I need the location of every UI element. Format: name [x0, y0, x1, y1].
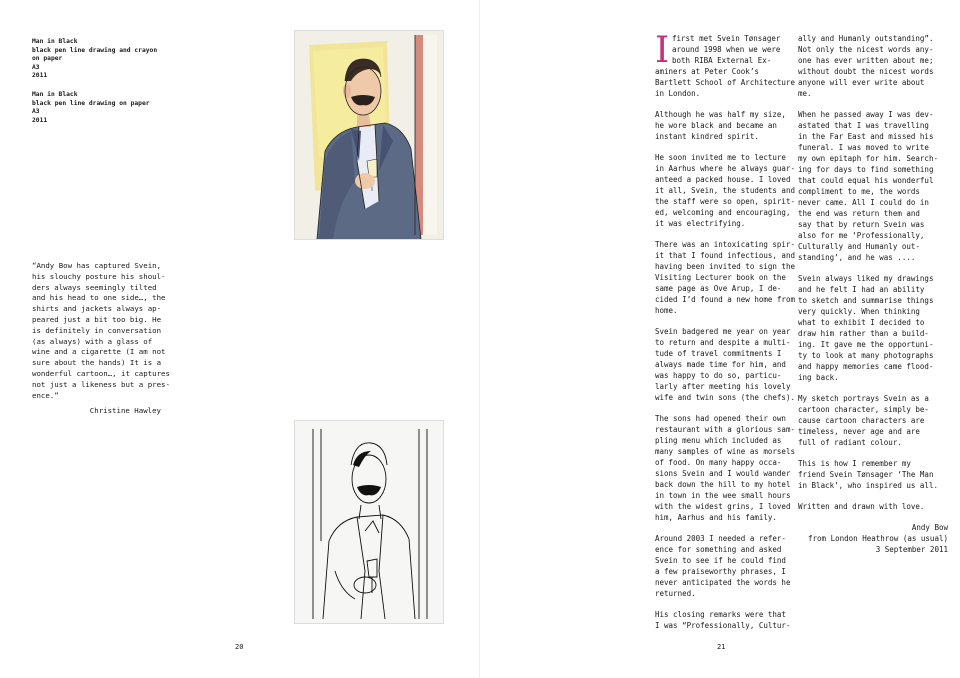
paragraph — [798, 393, 948, 448]
text-line: Written and drawn with love. — [798, 502, 925, 511]
text-line: the staff were so open, spirit- — [655, 197, 795, 206]
text-line: There was an intoxicating spir- — [655, 240, 795, 249]
text-line: astated that I was travelling — [798, 121, 929, 130]
text-line: him, Aarhus and his family. — [655, 513, 777, 522]
man-in-black-line-illustration — [295, 421, 443, 623]
text-line: I was “Professionally, Cultur- — [655, 621, 791, 630]
text-line: around 1998 when we were — [672, 45, 781, 54]
text-line: never anticipated the words he — [655, 578, 791, 587]
text-line: ty to look at many photographs — [798, 351, 934, 360]
text-line: Svein always liked my drawings — [798, 274, 934, 283]
caption-title: Man in Black — [32, 38, 78, 45]
paragraph — [655, 326, 805, 403]
paragraph — [798, 109, 948, 263]
text-line: Bartlett School of Architecture — [655, 78, 795, 87]
text-line: ing. It gave me the opportuni- — [798, 340, 934, 349]
text-line: it was electrifying. — [655, 219, 746, 228]
right-page — [480, 0, 960, 678]
text-line: peared just a bit too big. He — [32, 314, 162, 324]
text-line: and he felt I had an ability — [798, 285, 925, 294]
text-line: instant kindred spirit. — [655, 132, 759, 141]
paragraph — [655, 109, 805, 142]
text-line: ing back. — [798, 373, 839, 382]
text-line: having been invited to sign the — [655, 262, 795, 271]
drawing-bw-portrait — [294, 420, 444, 624]
paragraph — [655, 239, 805, 316]
text-line: always made time for him, and — [655, 360, 786, 369]
column-1-body — [655, 109, 805, 631]
text-line: ally and Humanly outstanding”. — [798, 34, 934, 43]
text-line: Around 2003 I needed a refer- — [655, 534, 786, 543]
text-line: both RIBA External Ex- — [672, 56, 772, 65]
caption-medium: black pen line drawing on paper — [32, 99, 150, 107]
text-line: it all, Svein, the students and — [655, 186, 795, 195]
text-line: with the widest grins, I loved — [655, 502, 791, 511]
text-line: Culturally and Humanly out- — [798, 242, 920, 251]
drawing-color-portrait — [294, 30, 444, 240]
text-line: sions Svein and I would wander — [655, 469, 791, 478]
text-line: Andy Bow — [911, 523, 948, 532]
text-line: ed, welcoming and encouraging, — [655, 208, 791, 217]
text-column-1 — [655, 30, 805, 641]
text-line: very quickly. When thinking — [798, 307, 920, 316]
text-line: it that I found infectious, and — [655, 251, 795, 260]
paragraph — [655, 609, 805, 631]
text-line: he wore black and became an — [655, 121, 777, 130]
opening-lines — [655, 30, 805, 99]
caption-size: A3 — [32, 108, 40, 116]
text-line: restaurant with a glorious sam- — [655, 425, 795, 434]
text-line: wine and a cigarette (I am not — [32, 347, 166, 357]
text-line: full of radiant colour. — [798, 438, 902, 447]
quote — [32, 261, 168, 401]
text-line: returned. — [655, 589, 696, 598]
caption-color-drawing — [32, 38, 157, 81]
text-line: me. — [798, 89, 812, 98]
caption-medium: on paper — [32, 55, 63, 63]
text-line: also for me ‘Professionally, — [798, 231, 925, 240]
text-line: 3 September 2011 — [875, 545, 948, 554]
paragraph — [655, 533, 805, 599]
caption-medium: black pen line drawing and crayon — [32, 46, 158, 54]
text-line: This is how I remember my — [798, 459, 911, 468]
text-line: timeless, never age and are — [798, 427, 920, 436]
text-line: and happy memories came flood- — [798, 362, 934, 371]
paragraph — [798, 501, 948, 512]
text-line: in Aarhus where he always guar- — [655, 164, 795, 173]
text-line: a few praiseworthy phrases, I — [655, 567, 786, 576]
text-line: compliment to me, the words — [798, 187, 920, 196]
text-line: home. — [655, 306, 678, 315]
paragraph — [798, 33, 948, 99]
text-column-2 — [798, 33, 948, 555]
text-line: My sketch portrays Svein as a — [798, 394, 929, 403]
text-line: (as always) with a glass of — [32, 336, 153, 346]
caption-title: Man in Black — [32, 91, 78, 98]
paragraph — [798, 273, 948, 383]
text-line: and his head to one side…, the — [32, 293, 166, 303]
text-line: Although he was half my size, — [655, 110, 786, 119]
page-number: 21 — [717, 643, 726, 651]
caption-year: 2011 — [32, 72, 48, 80]
text-line: from London Heathrow (as usual) — [808, 534, 948, 543]
text-line: funeral. I was moved to write — [798, 143, 929, 152]
paragraph — [798, 458, 948, 491]
text-line: aminers at Peter Cook’s — [655, 67, 759, 76]
text-line: The sons had opened their own — [655, 414, 786, 423]
text-line: cartoon character, simply be- — [798, 405, 929, 414]
quote-author: Christine Hawley — [89, 406, 161, 415]
text-line: that could equal his wonderful — [798, 176, 934, 185]
text-line: friend Svein Tønsager ‘The Man — [798, 470, 934, 479]
paragraph — [655, 152, 805, 229]
text-line: my own epitaph for him. Search- — [798, 154, 938, 163]
text-line: say that by return Svein was — [798, 220, 925, 229]
caption-year: 2011 — [32, 116, 48, 124]
paragraph — [655, 413, 805, 523]
text-line: tude of travel commitments I — [655, 349, 782, 358]
text-line: anyone will ever write about — [798, 78, 925, 87]
text-line: wife and twin sons (the chefs). — [655, 393, 795, 402]
text-line: standing’, and he was .... — [798, 253, 916, 262]
signature — [798, 522, 948, 555]
text-line: ence.” — [32, 390, 59, 400]
text-line: ence for something and asked — [655, 545, 782, 554]
text-line: wonderful cartoon…, it captures — [32, 368, 170, 378]
text-line: to return and despite a multi- — [655, 338, 791, 347]
text-line: never came. All I could do in — [798, 198, 929, 207]
text-line: what to exhibit I decided to — [798, 318, 925, 327]
text-line: cided I’d found a new home from — [655, 295, 795, 304]
man-in-black-color-illustration — [295, 31, 443, 239]
text-line: in the Far East and missed his — [798, 132, 934, 141]
text-line: cause cartoon characters are — [798, 416, 925, 425]
text-line: the end was return them and — [798, 209, 920, 218]
text-line: pling menu which included as — [655, 436, 782, 445]
text-line: back down the hill to my hotel — [655, 480, 791, 489]
page-number: 20 — [235, 643, 244, 651]
text-line: His closing remarks were that — [655, 610, 786, 619]
text-line: his slouchy posture his shoul- — [32, 271, 166, 281]
caption-size: A3 — [32, 63, 40, 71]
text-line: was happy to do so, particu- — [655, 371, 782, 380]
drop-cap: I — [655, 30, 670, 71]
text-line: same page as Ove Arup, I de- — [655, 284, 782, 293]
text-line: When he passed away I was dev- — [798, 110, 934, 119]
text-line: is definitely in conversation — [32, 325, 162, 335]
text-line: Svein badgered me year on year — [655, 327, 791, 336]
text-line: Svein to see if he could find — [655, 556, 786, 565]
caption-bw-drawing — [32, 91, 150, 125]
text-line: one has ever written about me; — [798, 56, 934, 65]
text-line: to sketch and summarise things — [798, 296, 934, 305]
text-line: sure about the hands) It is a — [32, 358, 162, 368]
text-line: many samples of wine as morsels — [655, 447, 795, 456]
text-line: “Andy Bow has captured Svein, — [32, 261, 162, 270]
text-line: in Black’, who inspired us all. — [798, 481, 938, 490]
text-line: anteed a packed house. I loved — [655, 175, 791, 184]
text-line: of food. On many happy occa- — [655, 458, 782, 467]
text-line: Not only the nicest words any- — [798, 45, 934, 54]
text-line: shirts and jackets always ap- — [32, 304, 162, 314]
text-line: not just a likeness but a pres- — [32, 379, 170, 389]
text-line: without doubt the nicest words — [798, 67, 934, 76]
text-line: ders always seemingly tilted — [32, 282, 157, 292]
opening-paragraph — [655, 30, 805, 99]
text-line: He soon invited me to lecture — [655, 153, 786, 162]
text-line: in London. — [655, 89, 701, 98]
text-line: larly after meeting his lovely — [655, 382, 791, 391]
text-line: ing for days to find something — [798, 165, 934, 174]
text-line: Visiting Lecturer book on the — [655, 273, 786, 282]
text-line: in town in the wee small hours — [655, 491, 791, 500]
column-2-body — [798, 33, 948, 512]
text-line: first met Svein Tønsager — [672, 34, 781, 43]
text-line: draw him rather than a build- — [798, 329, 929, 338]
